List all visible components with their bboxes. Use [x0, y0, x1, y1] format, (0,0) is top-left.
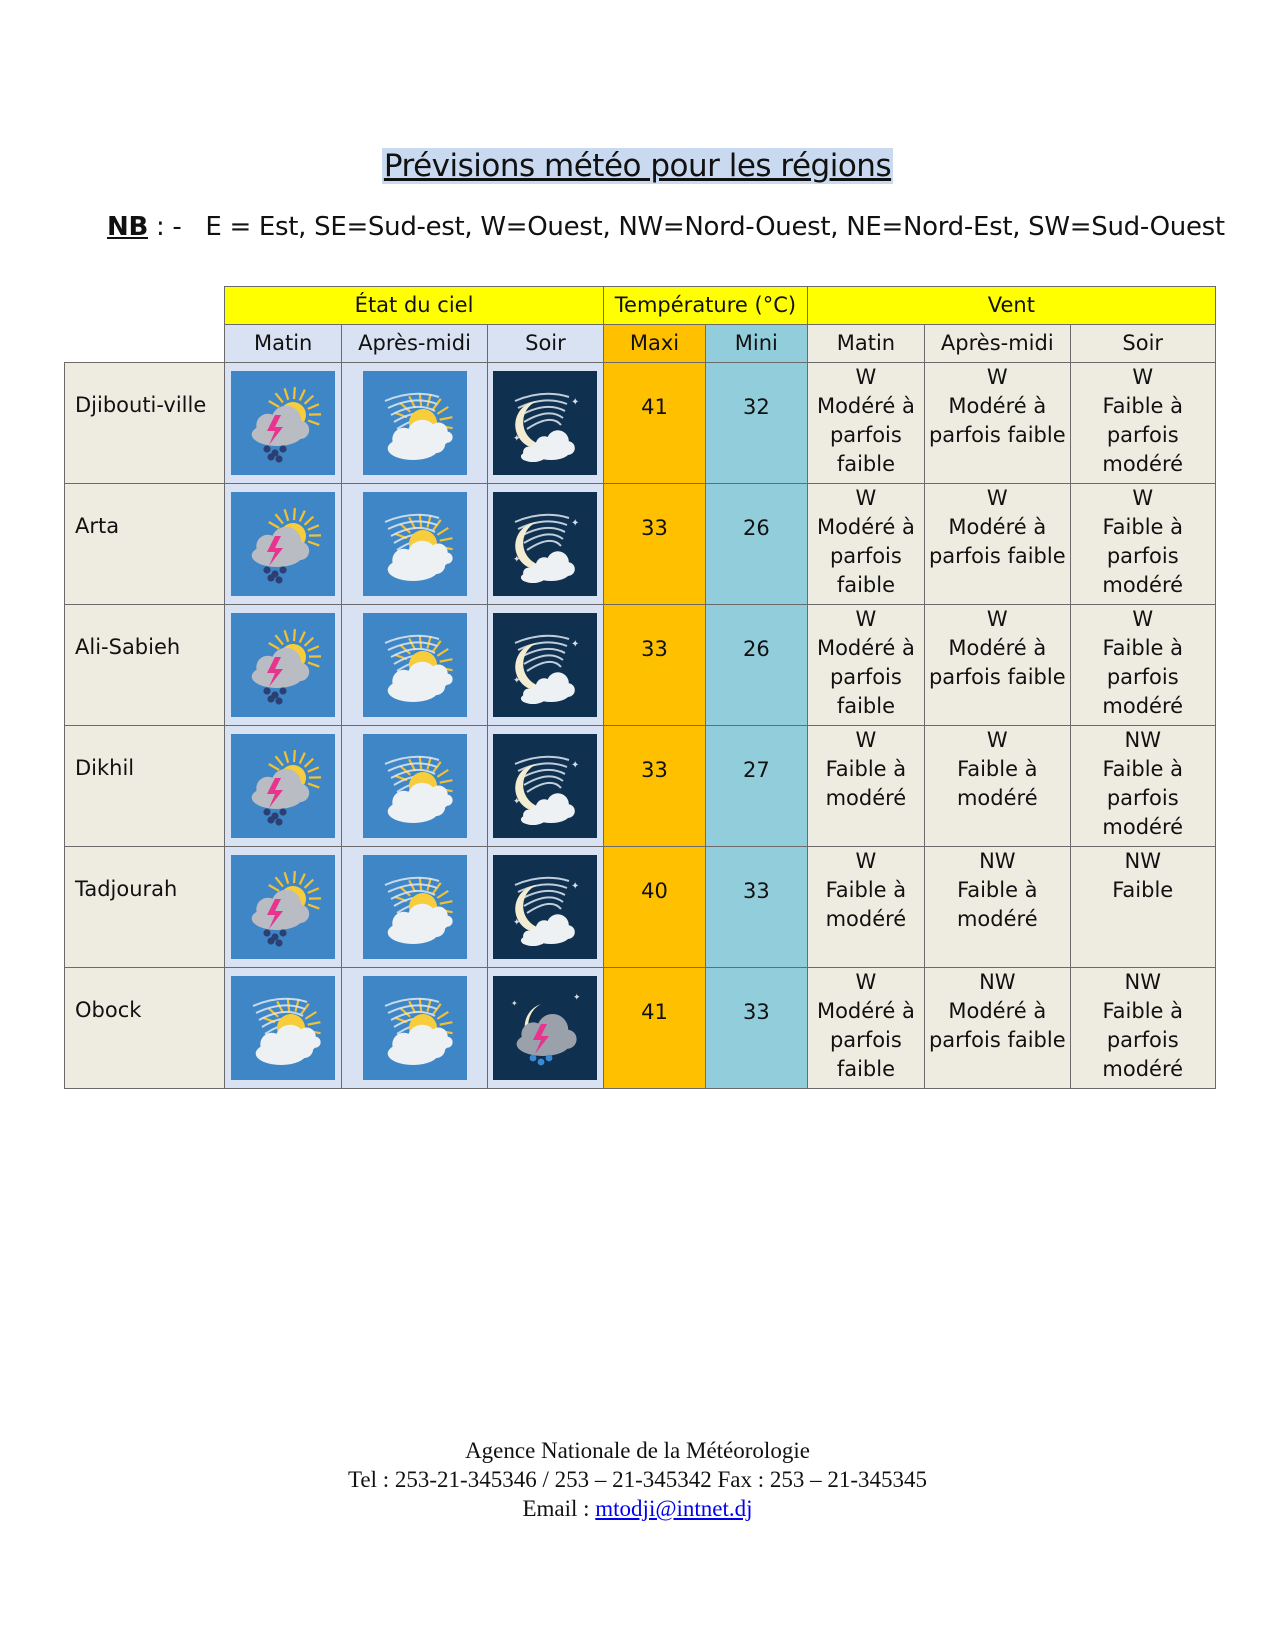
sky-evening-cell — [487, 726, 603, 847]
wind-morning-cell — [807, 968, 924, 1089]
sky-evening-cell — [487, 847, 603, 968]
temp-max-cell: 40 — [604, 847, 706, 968]
subheader-sky-morning: Matin — [224, 325, 341, 363]
region-cell — [65, 847, 225, 968]
footer-phones: Tel : 253-21-345346 / 253 – 21-345342 Fax : 253 – 21-345345 — [347, 1467, 928, 1492]
table-row — [65, 968, 1216, 1089]
group-header-row — [65, 287, 1216, 325]
wind-morning-cell — [807, 605, 924, 726]
wind-morning-cell — [807, 363, 924, 484]
wind-afternoon-cell — [925, 484, 1070, 605]
wind-morning-cell — [807, 726, 924, 847]
sky-evening-cell — [487, 605, 603, 726]
sky-afternoon-cell — [342, 968, 487, 1089]
wind-direction: W — [1132, 486, 1154, 510]
partly-cloudy-windy-night-icon — [488, 613, 603, 717]
svg-text:✦: ✦ — [513, 434, 521, 444]
svg-text:✦: ✦ — [571, 518, 580, 529]
wind-strength: Faible à parfois modéré — [1102, 515, 1184, 597]
temp-max-cell: 33 — [604, 484, 706, 605]
wind-strength: Modéré à parfois faible — [816, 515, 915, 597]
svg-text:✦: ✦ — [573, 993, 581, 1003]
region-name: Dikhil — [75, 756, 135, 780]
svg-text:✦: ✦ — [571, 639, 580, 650]
sky-afternoon-cell — [342, 726, 487, 847]
sub-header-row — [65, 325, 1216, 363]
wind-direction: W — [986, 728, 1008, 752]
page-title: Prévisions météo pour les régions — [383, 148, 892, 184]
wind-afternoon-cell — [925, 726, 1070, 847]
partly-cloudy-windy-day-icon — [342, 492, 486, 596]
region-cell — [65, 726, 225, 847]
wind-afternoon-cell — [925, 968, 1070, 1089]
thunderstorm-day-icon — [225, 613, 341, 717]
temp-min-cell: 33 — [705, 847, 807, 968]
temp-min-cell: 33 — [705, 968, 807, 1089]
wind-direction: W — [986, 607, 1008, 631]
wind-direction: NW — [979, 849, 1016, 873]
wind-direction: NW — [1124, 849, 1161, 873]
partly-cloudy-windy-day-icon — [342, 734, 486, 838]
wind-afternoon-cell — [925, 847, 1070, 968]
wind-strength: Faible à parfois modéré — [1102, 394, 1184, 476]
email-link[interactable]: mtodji@intnet.dj — [595, 1496, 753, 1521]
wind-afternoon-cell — [925, 605, 1070, 726]
sky-afternoon-cell — [342, 847, 487, 968]
wind-evening-cell — [1070, 847, 1215, 968]
temp-min-cell: 27 — [705, 726, 807, 847]
temp-min-cell: 32 — [705, 363, 807, 484]
wind-evening-cell — [1070, 363, 1215, 484]
wind-direction: NW — [1124, 728, 1161, 752]
partly-cloudy-windy-night-icon — [488, 855, 603, 959]
wind-direction: NW — [979, 970, 1016, 994]
wind-morning-cell — [807, 847, 924, 968]
subheader-wind-morning: Matin — [807, 325, 924, 363]
wind-strength: Modéré à parfois faible — [816, 636, 915, 718]
region-cell — [65, 363, 225, 484]
wind-strength: Modéré à parfois faible — [816, 394, 915, 476]
region-cell — [65, 968, 225, 1089]
region-cell — [65, 484, 225, 605]
wind-direction: W — [1132, 365, 1154, 389]
sky-evening-cell — [487, 968, 603, 1089]
wind-direction: W — [986, 486, 1008, 510]
header-sky: État du ciel — [224, 287, 603, 325]
wind-direction: W — [855, 849, 877, 873]
subheader-wind-afternoon: Après-midi — [925, 325, 1070, 363]
sky-morning-cell — [224, 726, 341, 847]
wind-evening-cell — [1070, 484, 1215, 605]
table-row — [65, 847, 1216, 968]
temp-max-cell: 41 — [604, 968, 706, 1089]
svg-text:✦: ✦ — [571, 397, 580, 408]
table-row — [65, 363, 1216, 484]
sky-morning-cell — [224, 605, 341, 726]
wind-evening-cell — [1070, 968, 1215, 1089]
subheader-sky-afternoon: Après-midi — [342, 325, 487, 363]
wind-direction: W — [855, 486, 877, 510]
thunderstorm-day-icon — [225, 371, 341, 475]
corner-blank — [65, 287, 225, 325]
sky-afternoon-cell — [342, 484, 487, 605]
table-row — [65, 484, 1216, 605]
wind-direction: W — [855, 607, 877, 631]
page-title-wrap — [0, 148, 1275, 184]
subheader-sky-evening: Soir — [487, 325, 603, 363]
wind-strength: Faible à parfois modéré — [1102, 999, 1184, 1081]
sky-evening-cell — [487, 363, 603, 484]
wind-strength: Modéré à parfois faible — [928, 394, 1066, 447]
temp-max-cell: 33 — [604, 726, 706, 847]
wind-morning-cell — [807, 484, 924, 605]
wind-strength: Modéré à parfois faible — [928, 636, 1066, 689]
wind-strength: Modéré à parfois faible — [928, 515, 1066, 568]
temp-min-cell: 26 — [705, 605, 807, 726]
corner-blank-2 — [65, 325, 225, 363]
temp-max-cell: 33 — [604, 605, 706, 726]
partly-cloudy-windy-day-icon — [342, 976, 486, 1080]
partly-cloudy-windy-day-icon — [342, 613, 486, 717]
footer-agency: Agence Nationale de la Météorologie — [465, 1438, 810, 1463]
partly-cloudy-windy-night-icon — [488, 371, 603, 475]
wind-direction: W — [855, 728, 877, 752]
thunderstorm-day-icon — [225, 492, 341, 596]
header-wind: Vent — [807, 287, 1215, 325]
wind-direction: W — [855, 365, 877, 389]
svg-text:✦: ✦ — [513, 918, 521, 928]
sky-afternoon-cell — [342, 363, 487, 484]
partly-cloudy-windy-day-icon — [342, 855, 486, 959]
region-cell — [65, 605, 225, 726]
temp-min-cell: 26 — [705, 484, 807, 605]
subheader-temp-max: Maxi — [604, 325, 706, 363]
partly-cloudy-windy-night-icon — [488, 492, 603, 596]
region-name: Djibouti-ville — [75, 393, 207, 417]
svg-text:✦: ✦ — [513, 797, 521, 807]
legend-key: NB — [107, 212, 148, 242]
wind-direction: W — [855, 970, 877, 994]
thunderstorm-night-icon — [488, 976, 603, 1080]
svg-text:✦: ✦ — [511, 999, 519, 1008]
subheader-wind-evening: Soir — [1070, 325, 1215, 363]
region-name: Arta — [75, 514, 120, 538]
partly-cloudy-windy-day-icon — [342, 371, 486, 475]
sky-afternoon-cell — [342, 605, 487, 726]
svg-text:✦: ✦ — [571, 881, 580, 892]
table-row — [65, 605, 1216, 726]
wind-direction: W — [986, 365, 1008, 389]
table-row — [65, 726, 1216, 847]
wind-strength: Faible à modéré — [956, 878, 1038, 931]
wind-strength: Modéré à parfois faible — [816, 999, 915, 1081]
legend-text: E = Est, SE=Sud-est, W=Ouest, NW=Nord-Ouest, NE=Nord-Est, SW=Sud-Ouest — [205, 212, 1225, 242]
partly-cloudy-windy-day-icon — [225, 976, 341, 1080]
wind-strength: Faible à modéré — [956, 757, 1038, 810]
partly-cloudy-windy-night-icon — [488, 734, 603, 838]
region-name: Tadjourah — [75, 877, 178, 901]
thunderstorm-day-icon — [225, 734, 341, 838]
wind-evening-cell — [1070, 726, 1215, 847]
thunderstorm-day-icon — [225, 855, 341, 959]
forecast-table — [64, 286, 1216, 1089]
footer-email-label: Email : — [522, 1496, 596, 1521]
wind-afternoon-cell — [925, 363, 1070, 484]
wind-direction: NW — [1124, 970, 1161, 994]
legend-note — [107, 212, 1225, 242]
wind-evening-cell — [1070, 605, 1215, 726]
wind-strength: Modéré à parfois faible — [928, 999, 1066, 1052]
wind-strength: Faible à modéré — [825, 757, 907, 810]
wind-direction: W — [1132, 607, 1154, 631]
svg-text:✦: ✦ — [513, 676, 521, 686]
svg-text:✦: ✦ — [513, 555, 521, 565]
sky-evening-cell — [487, 484, 603, 605]
wind-strength: Faible à parfois modéré — [1102, 636, 1184, 718]
wind-strength: Faible à parfois modéré — [1102, 757, 1184, 839]
wind-strength: Faible à modéré — [825, 878, 907, 931]
footer-email-line — [0, 1494, 1275, 1523]
sky-morning-cell — [224, 363, 341, 484]
subheader-temp-min: Mini — [705, 325, 807, 363]
legend-separator: : - — [147, 212, 182, 242]
footer — [0, 1436, 1275, 1523]
sky-morning-cell — [224, 968, 341, 1089]
region-name: Obock — [75, 998, 142, 1022]
svg-text:✦: ✦ — [571, 760, 580, 771]
sky-morning-cell — [224, 847, 341, 968]
wind-strength: Faible — [1112, 878, 1174, 902]
header-temperature: Température (°C) — [604, 287, 808, 325]
region-name: Ali-Sabieh — [75, 635, 181, 659]
sky-morning-cell — [224, 484, 341, 605]
temp-max-cell: 41 — [604, 363, 706, 484]
